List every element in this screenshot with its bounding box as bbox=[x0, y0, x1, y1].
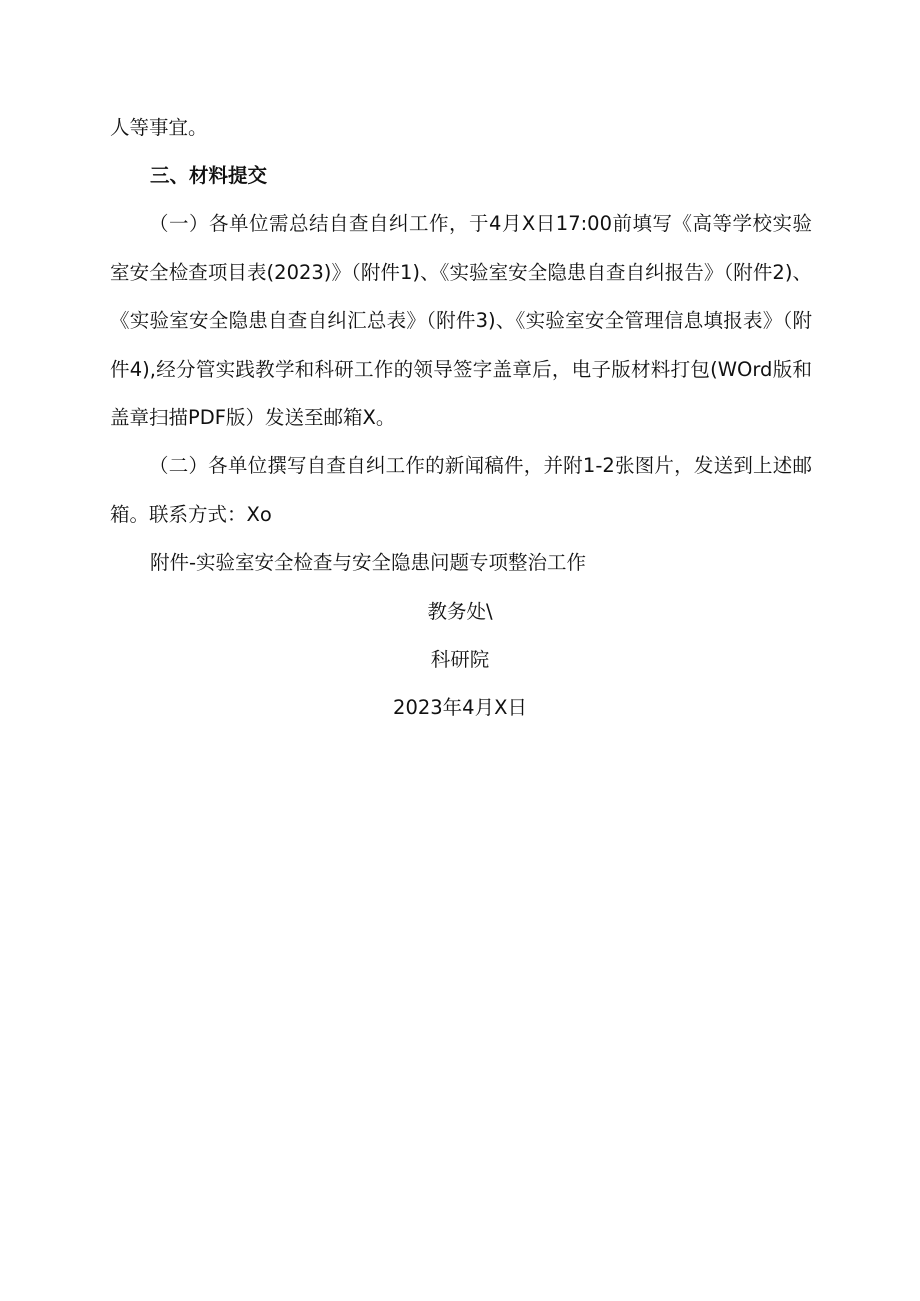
attachment-line: 附件-实验室安全检查与安全隐患问题专项整治工作 bbox=[150, 551, 587, 574]
carryover-text: 人等事宜。 bbox=[110, 116, 208, 139]
section-heading: 三、材料提交 bbox=[150, 164, 268, 187]
signature-office-2: 科研院 bbox=[430, 648, 490, 671]
signature-date: 2023年4月X日 bbox=[393, 696, 527, 719]
paragraph-news-article: （二）各单位撰写自查自纠工作的新闻稿件，并附1-2张图片，发送到上述邮箱。联系方式：Xo bbox=[110, 454, 812, 526]
signature-office-1: 教务处\ bbox=[427, 600, 493, 623]
paragraph-materials-submission: （一）各单位需总结自查自纠工作，于4月X日17:00前填写《高等学校实验室安全检查项目表(2023)》（附件1)、《实验室安全隐患自查自纠报告》（附件2)、《实验室安全隐患自查自纠汇总表》（附件3)、《实验室安全管理信息填报表》（附件4),经分管实践教学和科研工作的领导签字盖章后，电子版材料打包(WOrd版和盖章扫描PDF版）发送至邮箱X。 bbox=[110, 212, 812, 429]
